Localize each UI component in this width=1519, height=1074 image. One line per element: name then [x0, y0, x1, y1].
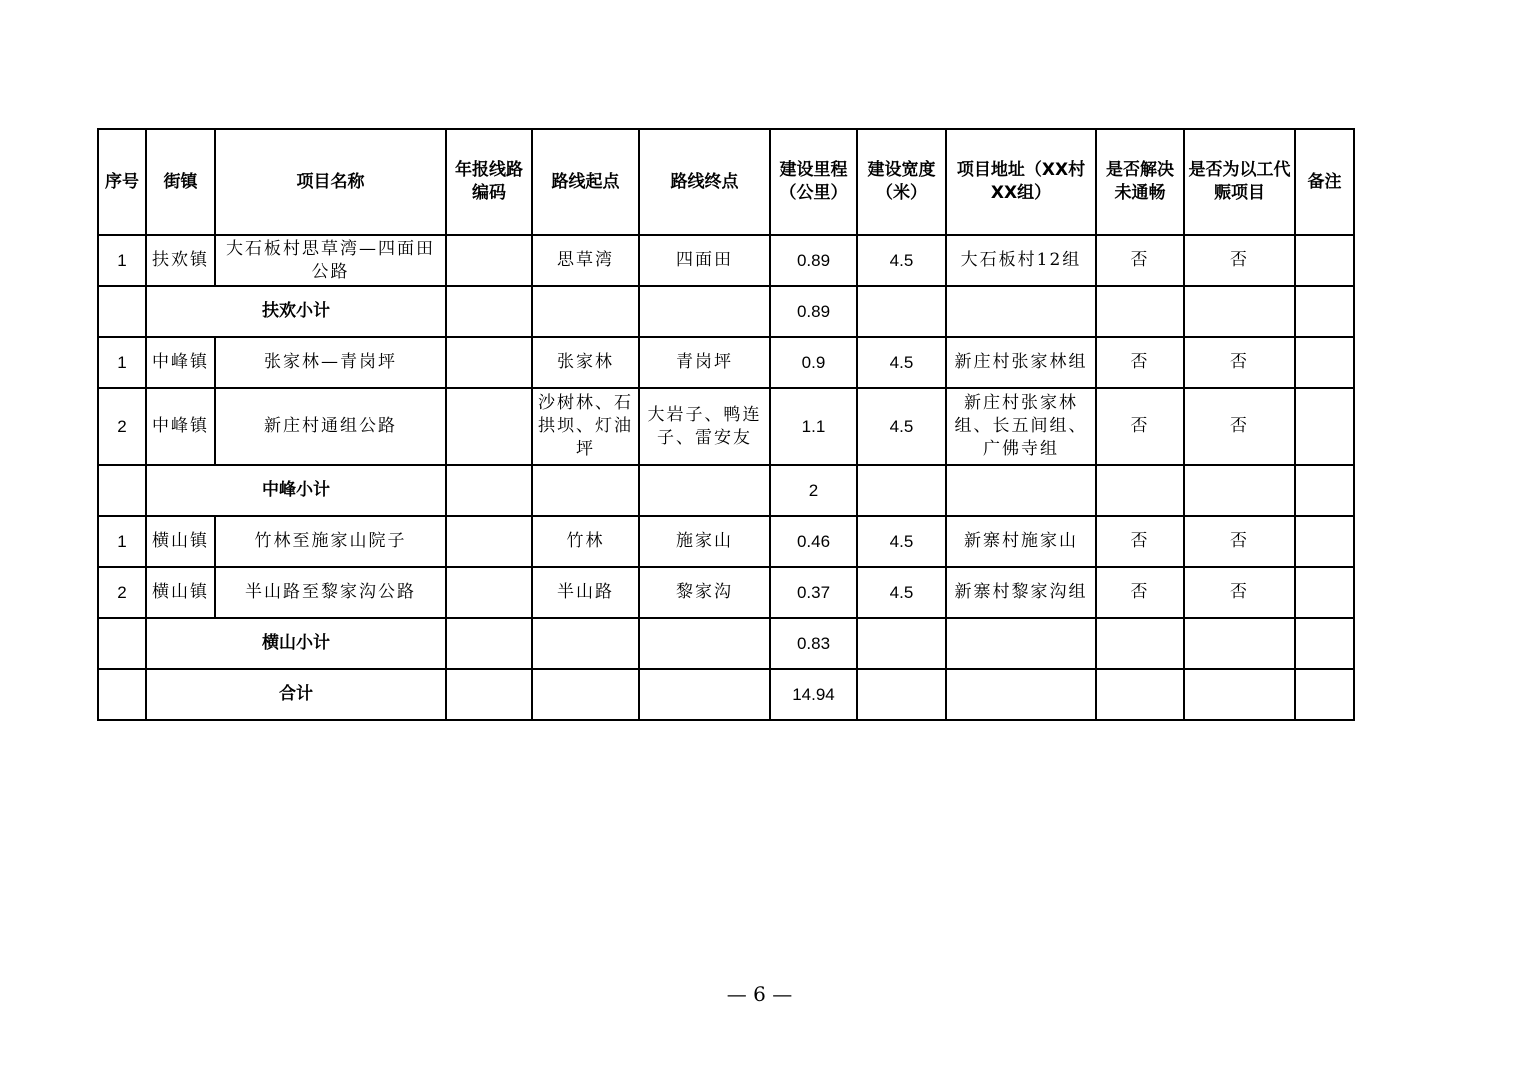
subtotal-label: 中峰小计: [146, 465, 446, 516]
cell-name: 张家林—青岗坪: [215, 337, 446, 388]
cell-note: [1295, 567, 1354, 618]
cell-end: [639, 286, 770, 337]
header-width: 建设宽度（米）: [857, 129, 946, 235]
cell-town: 横山镇: [146, 567, 215, 618]
cell-town: 中峰镇: [146, 337, 215, 388]
cell-start: 竹林: [532, 516, 639, 567]
subtotal-mileage: 0.89: [770, 286, 857, 337]
cell-width: 4.5: [857, 388, 946, 465]
cell-town: 中峰镇: [146, 388, 215, 465]
subtotal-mileage: 0.83: [770, 618, 857, 669]
cell-relief: 否: [1184, 235, 1295, 286]
cell-address: 新寨村施家山: [946, 516, 1096, 567]
cell-end: 大岩子、鸭连子、雷安友: [639, 388, 770, 465]
total-label: 合计: [146, 669, 446, 720]
cell-width: [857, 465, 946, 516]
table-row: [98, 337, 1354, 388]
cell-code: [446, 286, 532, 337]
cell-address: [946, 286, 1096, 337]
cell-note: [1295, 286, 1354, 337]
cell-relief: 否: [1184, 567, 1295, 618]
cell-name: 新庄村通组公路: [215, 388, 446, 465]
cell-note: [1295, 516, 1354, 567]
cell-width: 4.5: [857, 337, 946, 388]
cell-solved: 否: [1096, 516, 1184, 567]
cell-relief: [1184, 618, 1295, 669]
cell-address: [946, 618, 1096, 669]
cell-end: 施家山: [639, 516, 770, 567]
cell-solved: [1096, 669, 1184, 720]
subtotal-label: 扶欢小计: [146, 286, 446, 337]
table-row: [98, 235, 1354, 286]
road-project-table: [97, 128, 1355, 721]
subtotal-row: [98, 465, 1354, 516]
cell-solved: [1096, 465, 1184, 516]
cell-start: 思草湾: [532, 235, 639, 286]
header-mileage: 建设里程（公里）: [770, 129, 857, 235]
cell-seq: 1: [98, 235, 146, 286]
cell-end: 四面田: [639, 235, 770, 286]
cell-width: [857, 618, 946, 669]
header-end: 路线终点: [639, 129, 770, 235]
cell-solved: [1096, 618, 1184, 669]
cell-code: [446, 465, 532, 516]
header-seq: 序号: [98, 129, 146, 235]
cell-seq: 1: [98, 516, 146, 567]
subtotal-label: 横山小计: [146, 618, 446, 669]
cell-relief: [1184, 669, 1295, 720]
cell-code: [446, 618, 532, 669]
cell-solved: 否: [1096, 567, 1184, 618]
cell-end: [639, 618, 770, 669]
cell-solved: 否: [1096, 235, 1184, 286]
table-row: [98, 516, 1354, 567]
cell-mileage: 0.37: [770, 567, 857, 618]
cell-start: 沙树林、石拱坝、灯油坪: [532, 388, 639, 465]
cell-note: [1295, 669, 1354, 720]
cell-mileage: 0.9: [770, 337, 857, 388]
cell-width: 4.5: [857, 516, 946, 567]
cell-address: [946, 669, 1096, 720]
cell-mileage: 1.1: [770, 388, 857, 465]
table-row: [98, 388, 1354, 465]
cell-address: 大石板村12组: [946, 235, 1096, 286]
cell-width: 4.5: [857, 567, 946, 618]
header-solved: 是否解决未通畅: [1096, 129, 1184, 235]
cell-width: 4.5: [857, 235, 946, 286]
cell-seq: 1: [98, 337, 146, 388]
header-code: 年报线路编码: [446, 129, 532, 235]
header-start: 路线起点: [532, 129, 639, 235]
cell-solved: 否: [1096, 337, 1184, 388]
cell-seq: 2: [98, 388, 146, 465]
cell-relief: 否: [1184, 337, 1295, 388]
cell-address: 新寨村黎家沟组: [946, 567, 1096, 618]
cell-note: [1295, 465, 1354, 516]
cell-seq: [98, 669, 146, 720]
cell-start: [532, 465, 639, 516]
cell-start: [532, 286, 639, 337]
cell-address: 新庄村张家林组: [946, 337, 1096, 388]
cell-end: 黎家沟: [639, 567, 770, 618]
cell-note: [1295, 618, 1354, 669]
cell-address: [946, 465, 1096, 516]
page-number: — 6 —: [726, 982, 793, 1006]
cell-start: 半山路: [532, 567, 639, 618]
subtotal-row: [98, 286, 1354, 337]
cell-name: 大石板村思草湾—四面田公路: [215, 235, 446, 286]
cell-end: [639, 669, 770, 720]
cell-start: 张家林: [532, 337, 639, 388]
table-header-row: [98, 129, 1354, 235]
subtotal-row: [98, 618, 1354, 669]
cell-name: 半山路至黎家沟公路: [215, 567, 446, 618]
header-town: 街镇: [146, 129, 215, 235]
cell-mileage: 0.89: [770, 235, 857, 286]
cell-note: [1295, 235, 1354, 286]
cell-solved: [1096, 286, 1184, 337]
header-address: 项目地址（XX村XX组）: [946, 129, 1096, 235]
cell-start: [532, 669, 639, 720]
cell-seq: [98, 286, 146, 337]
cell-start: [532, 618, 639, 669]
cell-relief: 否: [1184, 516, 1295, 567]
cell-code: [446, 669, 532, 720]
cell-relief: [1184, 465, 1295, 516]
cell-end: [639, 465, 770, 516]
cell-relief: 否: [1184, 388, 1295, 465]
cell-town: 扶欢镇: [146, 235, 215, 286]
cell-town: 横山镇: [146, 516, 215, 567]
table-row: [98, 567, 1354, 618]
cell-width: [857, 669, 946, 720]
cell-code: [446, 388, 532, 465]
cell-code: [446, 235, 532, 286]
cell-address: 新庄村张家林组、长五间组、广佛寺组: [946, 388, 1096, 465]
cell-note: [1295, 388, 1354, 465]
header-name: 项目名称: [215, 129, 446, 235]
cell-code: [446, 516, 532, 567]
cell-code: [446, 337, 532, 388]
total-row: [98, 669, 1354, 720]
cell-note: [1295, 337, 1354, 388]
project-table-container: [97, 128, 1355, 721]
cell-mileage: 0.46: [770, 516, 857, 567]
cell-width: [857, 286, 946, 337]
cell-seq: 2: [98, 567, 146, 618]
cell-name: 竹林至施家山院子: [215, 516, 446, 567]
subtotal-mileage: 2: [770, 465, 857, 516]
cell-solved: 否: [1096, 388, 1184, 465]
header-note: 备注: [1295, 129, 1354, 235]
cell-end: 青岗坪: [639, 337, 770, 388]
total-mileage: 14.94: [770, 669, 857, 720]
cell-relief: [1184, 286, 1295, 337]
cell-seq: [98, 618, 146, 669]
header-relief: 是否为以工代赈项目: [1184, 129, 1295, 235]
cell-seq: [98, 465, 146, 516]
cell-code: [446, 567, 532, 618]
